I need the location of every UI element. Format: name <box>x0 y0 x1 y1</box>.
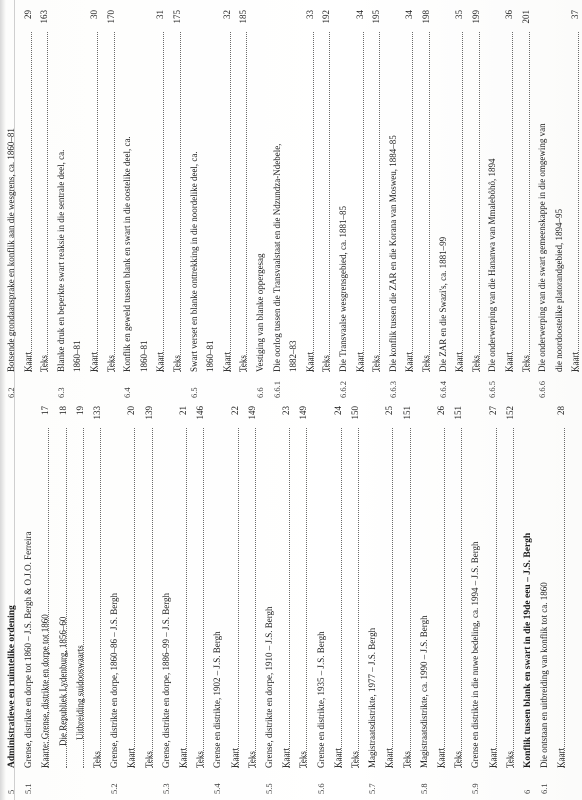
toc-entry-text: Grense en distrikte, 1902 – J.S. Bergh <box>212 631 223 768</box>
toc-page-number: 17 <box>40 406 51 415</box>
toc-page-number: 22 <box>229 406 240 415</box>
toc-entry-text: Grense, distrikte en dorpe tot 1860 – J.S. Bergh & O.J.O. Ferreira <box>23 531 34 768</box>
toc-entry-line <box>355 10 366 398</box>
toc-entry-text: Konflik en geweld tussen blank en swart in die oostelike deel, ca. <box>122 136 133 372</box>
toc-section-number: 5.4 <box>212 783 223 794</box>
toc-entry-line <box>144 406 155 794</box>
toc-entry-text: 1882–83 <box>288 340 299 372</box>
toc-section-number: 6.6.5 <box>487 381 498 398</box>
toc-page-number: 19 <box>74 406 85 415</box>
toc-entry-line <box>222 10 233 398</box>
toc-entry-text: Die ontstaan en uitbreiding van konflik tot ca. 1860 <box>539 582 550 768</box>
toc-entry-line <box>106 10 117 398</box>
toc-page-number: 192 <box>321 10 332 24</box>
toc-entry-text: Kaart <box>354 352 365 372</box>
toc-section-number: 6.6.4 <box>437 381 448 398</box>
toc-entry-line <box>436 406 447 794</box>
toc-entry-line <box>305 10 316 398</box>
toc-entry-text: Teks <box>520 355 531 372</box>
toc-entry-title <box>255 10 266 398</box>
toc-entry-text: Kaart <box>404 352 415 372</box>
toc-entry-text: Kaart <box>304 352 315 372</box>
toc-entry-text: Vestiging van blanke oppergesag <box>255 253 265 372</box>
toc-page-number: 20 <box>126 406 137 415</box>
toc-entry-text: Kaart <box>281 748 292 768</box>
toc-entry-text: 1860–81 <box>138 340 149 372</box>
toc-page-number: 33 <box>304 10 315 19</box>
toc-page-number: 199 <box>470 10 481 24</box>
toc-entry-text: Grense en distrikte, 1935 – J.S. Bergh <box>315 631 326 768</box>
toc-entry-line <box>247 406 258 794</box>
toc-page-number: 37 <box>570 10 581 19</box>
toc-section-number: 5.6 <box>315 783 326 794</box>
toc-entry-title <box>367 406 378 794</box>
toc-entry-line <box>126 406 137 794</box>
toc-entry-title <box>212 406 223 794</box>
toc-page-number: 28 <box>556 406 567 415</box>
toc-section-number: 6.1 <box>539 783 550 794</box>
toc-entry-line <box>333 406 344 794</box>
toc-entry-line <box>155 10 166 398</box>
toc-page-number: 139 <box>143 406 154 420</box>
toc-entry-text: Teks <box>504 751 515 768</box>
toc-entry-line <box>570 10 581 398</box>
toc-section-heading <box>6 406 17 794</box>
toc-entry-line <box>39 10 50 398</box>
toc-entry-line <box>178 406 189 794</box>
toc-entry-text: Konflik tussen blank en swart in die 19de eeu – J.S. Bergh <box>523 532 533 768</box>
toc-entry-text: Kaart <box>332 748 343 768</box>
toc-section-number: 6.6.3 <box>387 381 398 398</box>
toc-page-number: 152 <box>504 406 515 420</box>
toc-page-number: 34 <box>354 10 365 19</box>
toc-entry-line <box>404 10 415 398</box>
toc-entry-title <box>338 10 349 398</box>
toc-entry-line <box>453 406 464 794</box>
toc-entry-text: Teks <box>453 751 464 768</box>
toc-entry-text: Kaart <box>221 352 232 372</box>
toc-entry-text: Kaart <box>155 352 166 372</box>
toc-entry-continuation <box>205 10 216 398</box>
toc-entry-text: Botsende grondaansprake en konflik aan die wesgrens, ca. 1860–81 <box>6 128 16 372</box>
toc-entry-title <box>316 406 327 794</box>
toc-entry-text: Teks <box>246 751 257 768</box>
toc-column-left <box>0 406 582 794</box>
toc-page-number: 150 <box>350 406 360 420</box>
toc-entry-line <box>454 10 465 398</box>
toc-entry-text: Teks <box>371 355 382 372</box>
toc-page-number: 32 <box>221 10 232 19</box>
toc-page-number: 36 <box>504 10 514 19</box>
toc-column-right <box>0 10 582 398</box>
toc-entry-text: Die onderwerping van die swart gemeenskappe in die omgewing van <box>537 123 548 372</box>
toc-section-number: 6.3 <box>55 387 66 398</box>
toc-section-number: 5.9 <box>470 783 481 794</box>
toc-page-number: 29 <box>22 10 33 19</box>
toc-entry-continuation <box>72 10 83 398</box>
toc-entry-text: Kaart <box>487 748 498 768</box>
toc-entry-line <box>504 10 515 398</box>
toc-page-number: 198 <box>421 10 431 24</box>
toc-entry-text: Teks <box>298 751 309 768</box>
toc-entry-text: Teks <box>470 355 481 372</box>
toc-page-number: 25 <box>384 406 395 415</box>
toc-page-number: 151 <box>401 406 412 420</box>
toc-entry-line <box>40 406 51 794</box>
toc-section-number: 5 <box>6 789 16 794</box>
toc-entry-text: Teks <box>105 355 116 372</box>
toc-entry-continuation <box>139 10 150 398</box>
toc-entry-text: Teks <box>39 355 50 372</box>
toc-entry-text: Grense en distrikte in die nuwe bedeling, ca. 1994 – J.S. Bergh <box>470 541 481 768</box>
toc-entry-line <box>488 406 499 794</box>
toc-entry-title <box>122 10 133 398</box>
toc-entry-title <box>539 406 550 794</box>
toc-section-number: 6.5 <box>188 387 199 398</box>
toc-entry-text: Magistraatsdistrikte, 1977 – J.S. Bergh <box>367 627 378 768</box>
toc-entry-text: Kaart <box>229 748 240 768</box>
toc-entry-text: 1860–81 <box>205 340 216 372</box>
toc-page-number: 149 <box>246 406 257 420</box>
toc-entry-title <box>419 406 430 794</box>
toc-page-number: 23 <box>281 406 292 415</box>
toc-entry-line <box>421 10 432 398</box>
toc-entry-text: 1860–81 <box>72 340 83 372</box>
toc-entry-title <box>470 406 481 794</box>
toc-page-number: 30 <box>89 10 99 19</box>
toc-page-number: 163 <box>39 10 50 24</box>
toc-entry-text: Die oorlog tussen die Transvaalstaat en die Ndzundza-Ndebele, <box>271 143 282 372</box>
toc-entry-text: Kaart <box>126 748 137 768</box>
toc-entry-text: Kaart <box>178 748 188 768</box>
toc-section-number: 6.6.6 <box>537 381 548 398</box>
toc-page-number: 18 <box>57 406 68 415</box>
toc-entry-line <box>23 10 34 398</box>
toc-entry-text: Grense, distrikte en dorpe, 1860–86 – J.S. Bergh <box>109 592 120 768</box>
toc-section-number: 6.2 <box>6 387 16 398</box>
toc-page-number: 133 <box>92 406 102 420</box>
toc-section-number: 6.6.2 <box>338 381 348 398</box>
toc-page-number: 24 <box>332 406 343 415</box>
toc-entry-title <box>272 10 283 398</box>
toc-entry-text: Uitbreiding suidooswaarts <box>74 645 85 740</box>
toc-page-number: 27 <box>487 406 498 415</box>
toc-section-number: 6.4 <box>122 387 133 398</box>
toc-entry-text: Die Republiek Lydenburg, 1856–60 <box>57 616 68 746</box>
toc-page-number: 195 <box>371 10 382 24</box>
toc-entry-text: Kaarte: Grense, distrikte en dorpe tot 1860 <box>40 614 51 768</box>
toc-entry-text: Die onderwerping van die Hananwa van Mmalebôhô, 1894 <box>487 158 498 372</box>
toc-entry-line <box>238 10 249 398</box>
toc-entry-line <box>505 406 516 794</box>
toc-entry-line <box>321 10 332 398</box>
toc-page-number: 26 <box>436 406 446 415</box>
toc-page-number: 34 <box>404 10 415 19</box>
toc-page-number: 185 <box>238 10 249 24</box>
toc-entry-text: Teks <box>195 751 206 768</box>
toc-entry-title <box>189 10 200 398</box>
toc-entry-continuation <box>554 10 565 398</box>
toc-entry-text: Kaart <box>454 352 465 372</box>
toc-page-number: 31 <box>155 10 166 19</box>
toc-entry-line <box>89 10 100 398</box>
toc-entry-text: Grense, distrikte en dorpe, 1910 – J.S. Bergh <box>264 606 274 768</box>
toc-entry-title <box>388 10 399 398</box>
toc-entry-title <box>438 10 449 398</box>
toc-entry-text: Blanke druk en beperkte swart reaksie in die sentrale deel, ca. <box>55 149 66 372</box>
toc-entry-text: Die Transvaalse wesgrensgebied, ca. 1881–85 <box>338 206 348 372</box>
toc-page-number: 201 <box>520 10 531 24</box>
toc-page-number: 21 <box>178 406 188 415</box>
toc-entry-text: Die konflik tussen die ZAR en die Korana van Mosweu, 1884–85 <box>387 135 398 372</box>
toc-entry-text: Teks <box>143 751 154 768</box>
toc-entry-line <box>521 10 532 398</box>
toc-entry-line <box>172 10 183 398</box>
toc-entry-title <box>56 10 67 398</box>
toc-entry-line <box>556 406 567 794</box>
toc-section-number: 5.5 <box>264 783 274 794</box>
toc-entry-text: Teks <box>421 355 431 372</box>
toc-entry-title <box>487 10 498 398</box>
toc-entry-line <box>402 406 413 794</box>
toc-entry-line <box>230 406 241 794</box>
toc-entry-text: Kaart <box>89 352 99 372</box>
toc-entry-text: Kaart <box>556 748 567 768</box>
toc-entry-text: die noordoostelike platorandgebied, 1894–95 <box>553 209 564 372</box>
toc-entry-text: Kaart <box>504 352 514 372</box>
toc-entry-line <box>195 406 206 794</box>
toc-entry-text: Grense, distrikte en dorpe, 1886–99 – J.S. Bergh <box>160 592 171 768</box>
toc-section-number: 6 <box>522 789 532 794</box>
toc-entry-title <box>537 10 548 398</box>
toc-entry-text: Administratiewe en ruimtelike ordening <box>7 605 17 768</box>
toc-page-number: 170 <box>105 10 116 24</box>
toc-entry-line <box>281 406 292 794</box>
toc-entry-text: Die ZAR en die Swazi's, ca. 1881–99 <box>437 236 448 372</box>
toc-page-number: 149 <box>298 406 309 420</box>
toc-entry-line <box>384 406 395 794</box>
toc-section-number: 5.2 <box>109 783 120 794</box>
toc-entry-line <box>92 406 103 794</box>
toc-section-number: 5.3 <box>160 783 171 794</box>
toc-section-number: 6.6 <box>255 387 265 398</box>
toc-entry-continuation <box>288 10 299 398</box>
toc-section-number: 5.1 <box>23 783 34 794</box>
toc-entry-line <box>350 406 361 794</box>
toc-entry-title <box>109 406 120 794</box>
toc-entry-title <box>6 10 17 398</box>
toc-entry-line <box>471 10 482 398</box>
toc-entry-text: Teks <box>238 355 249 372</box>
toc-entry-text: Teks <box>401 751 412 768</box>
toc-section-heading <box>522 406 533 794</box>
toc-entry-text: Teks <box>350 751 360 768</box>
toc-entry-text: Kaart <box>436 748 446 768</box>
toc-entry-title <box>264 406 275 794</box>
toc-entry-text: Teks <box>172 355 182 372</box>
toc-entry-text: Teks <box>321 355 332 372</box>
toc-entry-line <box>58 406 69 794</box>
toc-entry-text: Kaart <box>22 352 33 372</box>
toc-entry-title <box>161 406 172 794</box>
toc-entry-text: Kaart <box>384 748 395 768</box>
toc-page-number: 146 <box>195 406 206 420</box>
toc-entry-line <box>371 10 382 398</box>
toc-entry-line <box>75 406 86 794</box>
toc-section-number: 5.8 <box>418 783 429 794</box>
toc-page-number: 35 <box>454 10 465 19</box>
toc-section-number: 5.7 <box>367 783 378 794</box>
toc-section-number: 6.6.1 <box>271 381 282 398</box>
toc-entry-text: Magistraatsdistrikte, ca. 1990 – J.S. Bergh <box>418 615 429 768</box>
toc-entry-text: Swart verset en blanke onttrekking in die noordelike deel, ca. <box>188 151 199 372</box>
toc-entry-text: Teks <box>92 751 102 768</box>
toc-entry-text: Kaart <box>570 352 581 372</box>
toc-page-number: 175 <box>172 10 182 24</box>
toc-entry-line <box>298 406 309 794</box>
toc-page-number: 151 <box>453 406 464 420</box>
toc-entry-title <box>23 406 34 794</box>
